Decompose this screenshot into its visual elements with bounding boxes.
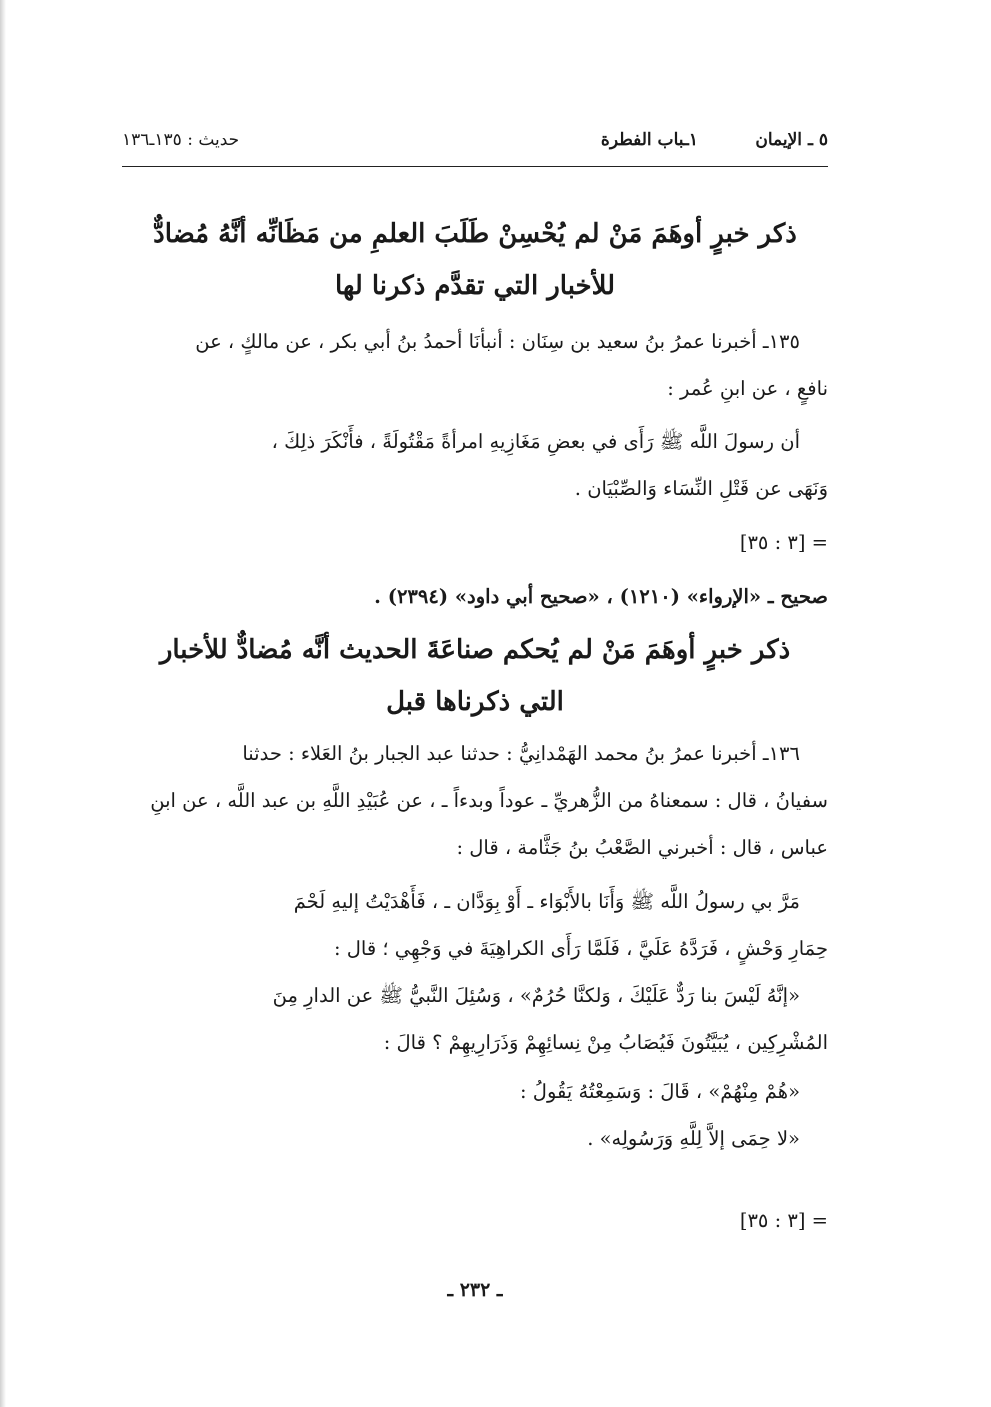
isnad-line: سفيانُ ، قال : سمعناهُ من الزُّهريِّ ـ عوداً وبدءاً ـ ، عن عُبَيْدِ اللَّهِ بن عبد اللَّه ، عن ابنِ — [150, 789, 828, 812]
matn-line: مَرَّ بي رسولُ اللَّه ﷺ وَأَنَا بالأَبْوَاء ـ أَوْ بِوَدَّان ـ ، فَأَهْدَيْتُ إليهِ لَحْمَ — [293, 890, 800, 913]
header-section: ١ـباب الفطرة — [600, 130, 698, 150]
hadith-136-quotes — [122, 1068, 828, 1162]
scan-edge — [0, 0, 6, 1407]
title-line: ذكر خبرٍ أوهَمَ مَنْ لم يُحكم صناعَةَ الحديث أنَّه مُضادٌّ للأخبار — [159, 635, 791, 665]
running-header — [122, 130, 828, 160]
section-title-2 — [122, 624, 828, 728]
title-line: التي ذكرناها قبل — [386, 687, 564, 717]
header-hadith-range: حديث : ١٣٥ـ١٣٦ — [122, 130, 240, 150]
matn-line: وَنَهَى عن قَتْلِ النِّسَاء وَالصِّبْيَان . — [574, 477, 828, 500]
section-title-1 — [122, 208, 828, 312]
isnad-line: ١٣٦ـ أخبرنا عمرُ بنُ محمد الهَمْدانِيُّ : حدثنا عبد الجبار بنُ العَلاء : حدثنا — [242, 742, 800, 765]
isnad-line: عباس ، قال : أخبرني الصَّعْبُ بنُ جَثَّامة ، قال : — [456, 836, 828, 859]
matn-line: المُشْرِكِين ، يُبَيَّتُونَ فَيُصَابُ مِنْ نِسائِهِمْ وَذَرَارِيهِمْ ؟ قالَ : — [383, 1031, 828, 1054]
isnad-line: ١٣٥ـ أخبرنا عمرُ بنُ سعيد بن سِنَان : أنبأنَا أحمدُ بنُ أبي بكر ، عن مالكٍ ، عن — [195, 330, 800, 353]
title-line: ذكر خبرٍ أوهَمَ مَنْ لم يُحْسِنْ طَلَبَ العلمِ من مَظَانِّه أنَّهُ مُضادٌّ — [153, 219, 797, 249]
hadith-135-grade: صحيح ـ «الإرواء» (١٢١٠) ، «صحيح أبي داود» (٢٣٩٤) . — [374, 585, 828, 608]
hadith-135-isnad — [122, 318, 828, 412]
matn-line: حِمَارِ وَحْشٍ ، فَرَدَّهُ عَلَيَّ ، فَلَمَّا رَأَى الكراهِيَةَ في وَجْهِي ؛ قال : — [333, 937, 828, 960]
hadith-135-matn — [122, 418, 828, 512]
quote-line: «لا حِمَى إلاَّ لِلَّهِ وَرَسُولِه» . — [587, 1127, 800, 1150]
title-line: للأخبار التي تقدَّم ذكرنا لها — [334, 271, 616, 301]
quote-line: «هُمْ مِنْهُمْ» ، قَالَ : وَسَمِعْتُهُ يَقُولُ : — [520, 1080, 800, 1103]
hadith-136-matn — [122, 878, 828, 1066]
matn-line: أن رسولَ اللَّه ﷺ رَأَى في بعضِ مَغَازِيهِ امرأةً مَقْتُولَةً ، فأَنْكَرَ ذلِكَ ، — [271, 430, 800, 453]
hadith-135-reference: = [٣ : ٣٥] — [739, 531, 828, 554]
isnad-line: نافعٍ ، عن ابنِ عُمر : — [667, 377, 828, 400]
matn-line: «إنَّهُ لَيْسَ بنا رَدٌّ عَلَيْكَ ، وَلكنَّا حُرُمٌ» ، وَسُئِلَ النَّبيُّ ﷺ عن الدارِ مِنَ — [272, 984, 800, 1007]
hadith-136-reference: = [٣ : ٣٥] — [739, 1209, 828, 1232]
header-chapter: ٥ ـ الإيمان — [755, 130, 828, 150]
page-number: ـ ٢٣٢ ـ — [447, 1279, 503, 1301]
header-rule — [122, 166, 828, 167]
page — [122, 0, 828, 1407]
hadith-136-isnad — [122, 730, 828, 871]
